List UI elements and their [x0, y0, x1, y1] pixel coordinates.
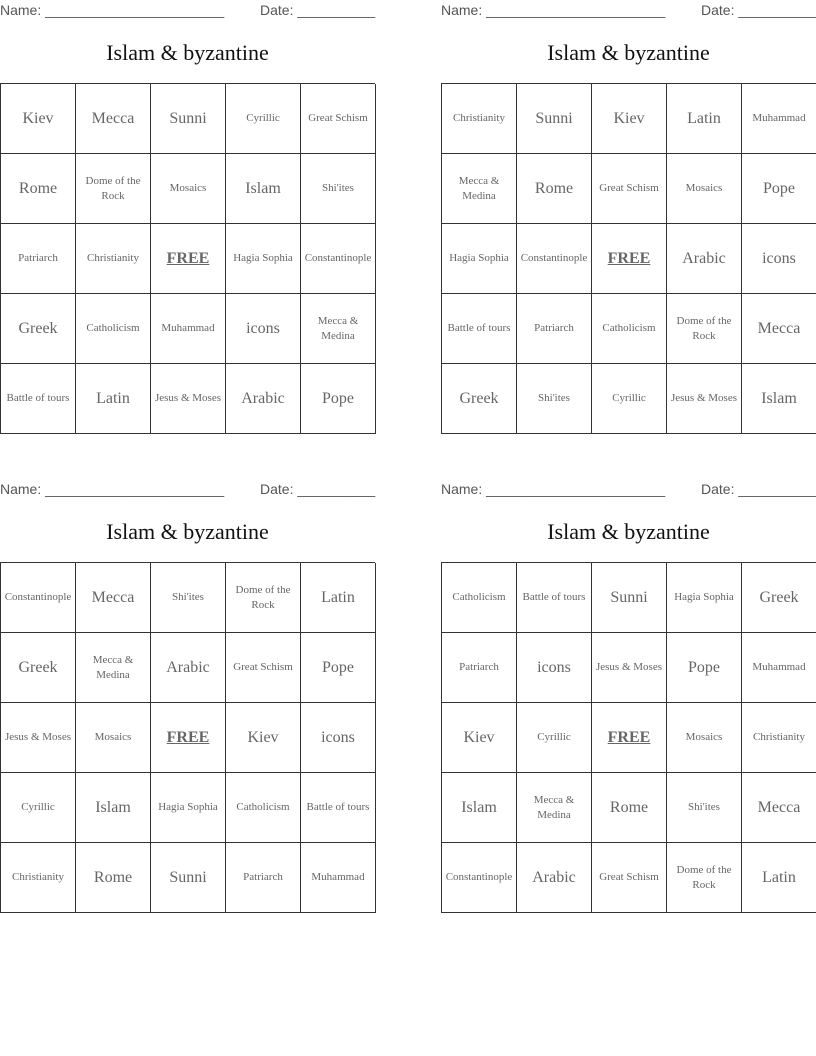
bingo-cell — [667, 703, 742, 773]
bingo-cell — [442, 84, 517, 154]
bingo-cell — [592, 563, 667, 633]
bingo-cell-label: Latin — [687, 109, 721, 127]
bingo-cell — [76, 843, 151, 913]
bingo-cell — [226, 843, 301, 913]
bingo-cell-label: Dome of the Rock — [235, 583, 291, 611]
card-header — [441, 0, 816, 22]
bingo-cell — [517, 294, 592, 364]
bingo-cell-label: Catholicism — [86, 322, 140, 335]
bingo-cell-label: Islam — [95, 798, 131, 816]
bingo-cell-label: Mecca — [757, 319, 801, 337]
bingo-cell — [226, 703, 301, 773]
bingo-cell-label: Great Schism — [308, 112, 368, 125]
bingo-cell — [1, 703, 76, 773]
bingo-cell-label: Islam — [461, 798, 497, 816]
card-header — [0, 0, 375, 22]
bingo-cell — [517, 563, 592, 633]
bingo-cell-label: Hagia Sophia — [449, 252, 509, 265]
bingo-cell-label: Sunni — [169, 868, 207, 886]
bingo-cell — [667, 843, 742, 913]
card-title: Islam & byzantine — [106, 519, 269, 544]
bingo-cell-label: Rome — [609, 798, 649, 816]
bingo-cell-label: Arabic — [241, 389, 285, 407]
bingo-cell — [517, 224, 592, 294]
name-field[interactable]: Name: _______________________ — [0, 2, 225, 18]
bingo-cell-label: Sunni — [610, 588, 648, 606]
bingo-cell-label: Mecca & Medina — [458, 174, 500, 202]
bingo-cell — [592, 294, 667, 364]
bingo-cell — [442, 224, 517, 294]
bingo-card-4 — [441, 479, 816, 891]
bingo-cell — [442, 773, 517, 843]
bingo-cell-label: Catholicism — [236, 801, 290, 814]
bingo-cell — [151, 843, 226, 913]
bingo-grid — [0, 562, 375, 913]
bingo-cell — [442, 563, 517, 633]
bingo-cell — [226, 364, 301, 434]
bingo-cell-label: Mecca & Medina — [533, 793, 575, 821]
bingo-cell — [667, 773, 742, 843]
bingo-cell — [742, 563, 816, 633]
bingo-cell-label: Shi'ites — [688, 801, 720, 814]
card-header — [0, 479, 375, 501]
bingo-cell-label: Shi'ites — [322, 182, 354, 195]
bingo-cell-label: Dome of the Rock — [676, 314, 732, 342]
bingo-cell — [517, 84, 592, 154]
bingo-cell — [517, 773, 592, 843]
bingo-cell — [301, 633, 376, 703]
free-space-cell — [592, 703, 667, 773]
bingo-cell-label: Mecca — [91, 109, 135, 127]
bingo-cell — [667, 154, 742, 224]
bingo-cell — [76, 224, 151, 294]
bingo-cell — [76, 633, 151, 703]
name-field[interactable]: Name: _______________________ — [441, 2, 666, 18]
bingo-cell-label: Mecca — [757, 798, 801, 816]
bingo-cell-label: Jesus & Moses — [154, 392, 221, 405]
bingo-cell-label: Mosaics — [169, 182, 207, 195]
bingo-cell — [226, 563, 301, 633]
bingo-cell-label: Battle of tours — [522, 591, 586, 604]
bingo-cell-label: Islam — [245, 179, 281, 197]
bingo-grid — [0, 83, 375, 434]
free-space-label: FREE — [166, 249, 210, 267]
bingo-cell — [667, 294, 742, 364]
bingo-cell-label: Constantinople — [445, 871, 513, 884]
bingo-cell — [151, 773, 226, 843]
bingo-cell — [301, 773, 376, 843]
bingo-cell — [517, 843, 592, 913]
bingo-cell-label: Christianity — [12, 871, 64, 884]
free-space-label: FREE — [166, 728, 210, 746]
bingo-cell — [667, 84, 742, 154]
bingo-cell-label: Great Schism — [599, 182, 659, 195]
bingo-cell — [226, 224, 301, 294]
bingo-cell-label: Cyrillic — [246, 112, 280, 125]
bingo-cell — [592, 633, 667, 703]
card-title: Islam & byzantine — [106, 40, 269, 65]
bingo-card-1 — [0, 0, 376, 407]
bingo-cell-label: Latin — [762, 868, 796, 886]
bingo-cell — [1, 84, 76, 154]
bingo-cell — [742, 294, 816, 364]
free-space-label: FREE — [607, 249, 651, 267]
bingo-cell — [742, 154, 816, 224]
bingo-grid — [441, 562, 816, 913]
bingo-cell-label: Greek — [459, 389, 499, 407]
bingo-cell — [1, 364, 76, 434]
bingo-cell-label: Constantinople — [520, 252, 588, 265]
bingo-cell — [151, 84, 226, 154]
bingo-cell-label: Greek — [759, 588, 799, 606]
bingo-cell — [442, 154, 517, 224]
bingo-cell — [76, 703, 151, 773]
free-space-cell — [151, 224, 226, 294]
bingo-cell — [1, 843, 76, 913]
bingo-cell — [1, 563, 76, 633]
bingo-cell — [592, 773, 667, 843]
bingo-cell — [301, 703, 376, 773]
date-field[interactable]: Date: __________ — [260, 2, 376, 18]
bingo-cell-label: Pope — [322, 658, 354, 676]
bingo-cell-label: Pope — [322, 389, 354, 407]
bingo-cell-label: Hagia Sophia — [674, 591, 734, 604]
card-title: Islam & byzantine — [547, 519, 710, 544]
bingo-cell — [592, 84, 667, 154]
bingo-cell — [517, 633, 592, 703]
bingo-cell-label: Catholicism — [452, 591, 506, 604]
bingo-cell-label: Kiev — [613, 109, 645, 127]
bingo-cell — [226, 84, 301, 154]
bingo-cell — [592, 154, 667, 224]
bingo-cell-label: Islam — [761, 389, 797, 407]
bingo-cell — [742, 224, 816, 294]
bingo-cell-label: Patriarch — [534, 322, 574, 335]
bingo-cell — [76, 294, 151, 364]
date-field[interactable]: Date: __________ — [260, 481, 376, 497]
bingo-cell-label: Kiev — [247, 728, 279, 746]
bingo-cell — [301, 224, 376, 294]
bingo-cell-label: Mosaics — [685, 731, 723, 744]
bingo-cell-label: Mecca & Medina — [317, 314, 359, 342]
bingo-cell-label: Mecca & Medina — [92, 653, 134, 681]
bingo-cell-label: Hagia Sophia — [158, 801, 218, 814]
bingo-cell-label: Muhammad — [311, 871, 365, 884]
bingo-cell-label: Constantinople — [4, 591, 72, 604]
bingo-cell-label: Cyrillic — [537, 731, 571, 744]
bingo-cell-label: Jesus & Moses — [4, 731, 71, 744]
bingo-cell-label: Hagia Sophia — [233, 252, 293, 265]
bingo-cell-label: Jesus & Moses — [670, 392, 737, 405]
bingo-cell — [226, 633, 301, 703]
bingo-cell-label: Rome — [93, 868, 133, 886]
bingo-cell — [76, 563, 151, 633]
bingo-cell-label: Cyrillic — [612, 392, 646, 405]
bingo-cell — [76, 773, 151, 843]
bingo-cell-label: Patriarch — [18, 252, 58, 265]
name-field[interactable]: Name: _______________________ — [0, 481, 225, 497]
bingo-cell-label: Latin — [96, 389, 130, 407]
bingo-cell — [1, 154, 76, 224]
bingo-cell — [667, 633, 742, 703]
bingo-cell — [592, 843, 667, 913]
bingo-cell-label: Great Schism — [599, 871, 659, 884]
bingo-cell-label: icons — [762, 249, 796, 267]
bingo-cell-label: Muhammad — [161, 322, 215, 335]
bingo-cell-label: Jesus & Moses — [595, 661, 662, 674]
bingo-cell-label: Muhammad — [752, 112, 806, 125]
bingo-cell-label: Shi'ites — [172, 591, 204, 604]
bingo-cell — [742, 84, 816, 154]
bingo-cell — [442, 703, 517, 773]
bingo-cell — [301, 563, 376, 633]
bingo-cell-label: Pope — [688, 658, 720, 676]
bingo-cell — [151, 154, 226, 224]
bingo-card-2 — [441, 0, 816, 407]
bingo-cell-label: Mosaics — [685, 182, 723, 195]
bingo-cell-label: icons — [537, 658, 571, 676]
bingo-cell-label: Greek — [18, 658, 58, 676]
bingo-cell-label: Rome — [534, 179, 574, 197]
bingo-cell — [151, 294, 226, 364]
bingo-cell — [301, 364, 376, 434]
bingo-cell-label: Sunni — [535, 109, 573, 127]
bingo-cell-label: Constantinople — [304, 252, 372, 265]
card-header — [441, 479, 816, 501]
bingo-cell — [76, 84, 151, 154]
bingo-cell — [442, 633, 517, 703]
bingo-cell — [517, 154, 592, 224]
bingo-cell — [76, 154, 151, 224]
free-space-cell — [592, 224, 667, 294]
bingo-cell — [667, 364, 742, 434]
bingo-cell-label: Dome of the Rock — [85, 174, 141, 202]
bingo-cell-label: Battle of tours — [6, 392, 70, 405]
bingo-cell-label: Mecca — [91, 588, 135, 606]
bingo-cell — [742, 843, 816, 913]
bingo-cell-label: icons — [246, 319, 280, 337]
bingo-cell-label: Mosaics — [94, 731, 132, 744]
bingo-cell — [517, 703, 592, 773]
bingo-cell-label: Kiev — [463, 728, 495, 746]
bingo-cell — [226, 154, 301, 224]
bingo-cell-label: Christianity — [87, 252, 139, 265]
bingo-cell-label: Arabic — [166, 658, 210, 676]
bingo-cell-label: Cyrillic — [21, 801, 55, 814]
bingo-cell-label: Patriarch — [243, 871, 283, 884]
bingo-cell — [442, 294, 517, 364]
bingo-cell — [301, 154, 376, 224]
bingo-cell — [1, 773, 76, 843]
card-title: Islam & byzantine — [547, 40, 710, 65]
bingo-cell — [151, 364, 226, 434]
bingo-cell-label: Christianity — [753, 731, 805, 744]
bingo-cell-label: Christianity — [453, 112, 505, 125]
bingo-cell — [226, 294, 301, 364]
bingo-cell — [592, 364, 667, 434]
bingo-cell — [301, 843, 376, 913]
bingo-cell-label: Pope — [763, 179, 795, 197]
bingo-cell — [151, 563, 226, 633]
bingo-cell-label: Latin — [321, 588, 355, 606]
bingo-cell-label: Battle of tours — [447, 322, 511, 335]
bingo-cell — [442, 364, 517, 434]
bingo-cell — [742, 703, 816, 773]
bingo-cell — [667, 224, 742, 294]
bingo-cell — [301, 84, 376, 154]
bingo-cell-label: icons — [321, 728, 355, 746]
free-space-cell — [151, 703, 226, 773]
bingo-cell — [151, 633, 226, 703]
bingo-cell — [742, 633, 816, 703]
date-field[interactable]: Date: __________ — [701, 481, 816, 497]
bingo-grid — [441, 83, 816, 434]
bingo-cell-label: Patriarch — [459, 661, 499, 674]
bingo-cell-label: Greek — [18, 319, 58, 337]
bingo-cell-label: Arabic — [532, 868, 576, 886]
bingo-cell-label: Muhammad — [752, 661, 806, 674]
bingo-cell-label: Battle of tours — [306, 801, 370, 814]
bingo-cell — [1, 294, 76, 364]
bingo-cell — [76, 364, 151, 434]
bingo-cell-label: Shi'ites — [538, 392, 570, 405]
bingo-cell — [442, 843, 517, 913]
bingo-cell-label: Catholicism — [602, 322, 656, 335]
bingo-cell — [1, 224, 76, 294]
bingo-cell — [226, 773, 301, 843]
bingo-cell-label: Rome — [18, 179, 58, 197]
bingo-cell-label: Kiev — [22, 109, 54, 127]
name-field[interactable]: Name: _______________________ — [441, 481, 666, 497]
bingo-cell — [517, 364, 592, 434]
bingo-cell-label: Dome of the Rock — [676, 863, 732, 891]
bingo-card-3 — [0, 479, 376, 886]
bingo-cell-label: Great Schism — [233, 661, 293, 674]
bingo-cell-label: Sunni — [169, 109, 207, 127]
bingo-cell — [301, 294, 376, 364]
bingo-cell — [1, 633, 76, 703]
bingo-cell-label: Arabic — [682, 249, 726, 267]
bingo-cell — [742, 364, 816, 434]
bingo-cell — [667, 563, 742, 633]
date-field[interactable]: Date: __________ — [701, 2, 816, 18]
bingo-cell — [742, 773, 816, 843]
free-space-label: FREE — [607, 728, 651, 746]
